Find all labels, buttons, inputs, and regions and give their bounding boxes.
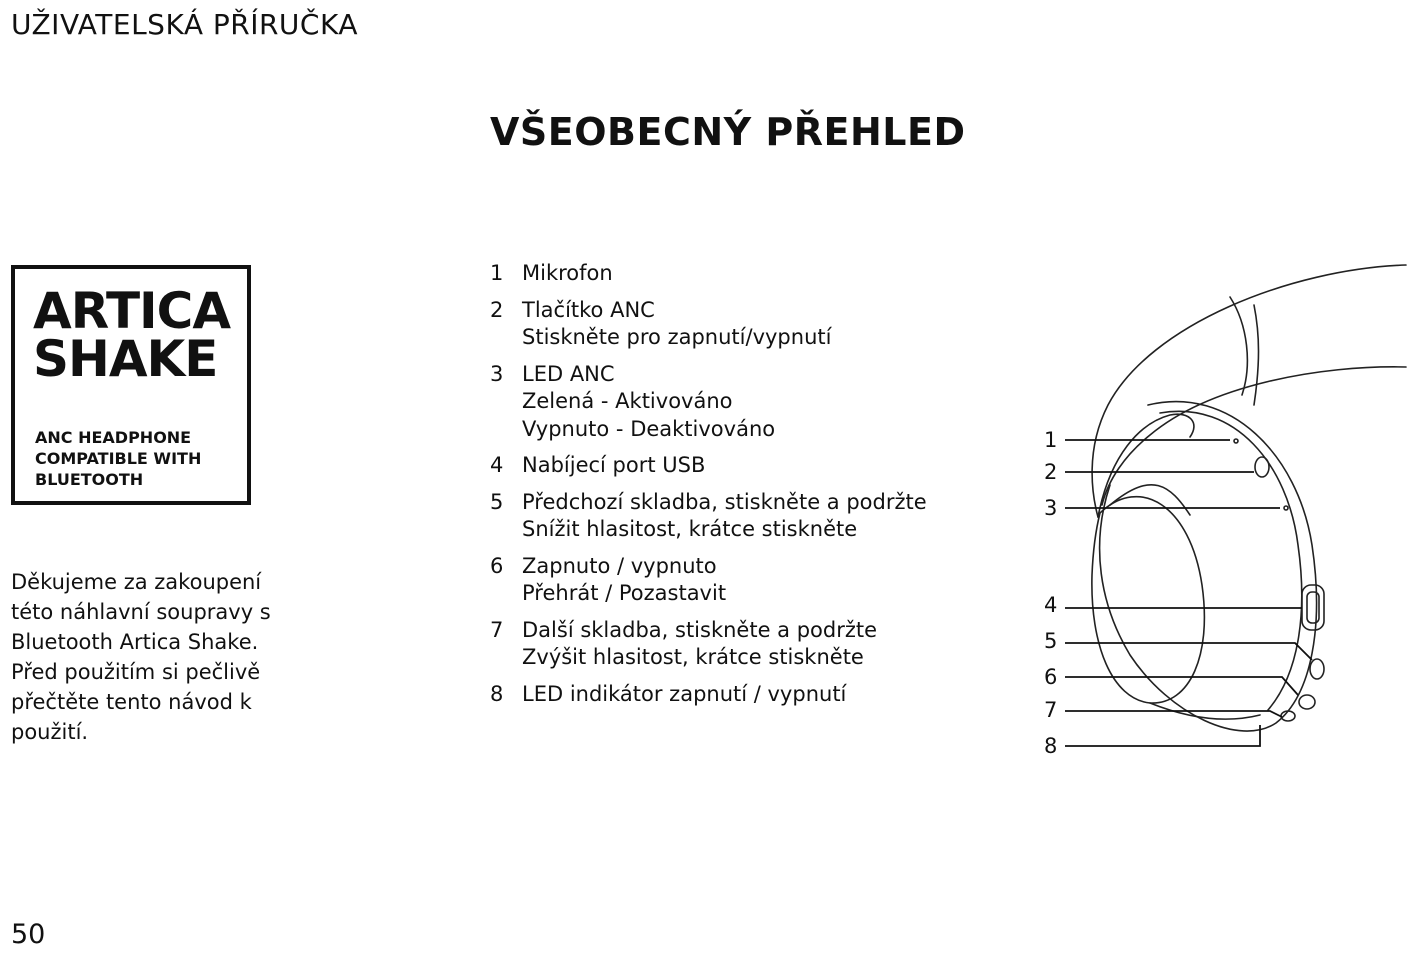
logo-name-line: SHAKE: [33, 330, 218, 388]
legend-text: LED ANC: [522, 361, 615, 386]
legend-item: [490, 681, 1010, 709]
legend-text: Předchozí skladba, stiskněte a podržte: [522, 489, 927, 514]
callout-number: 7: [1044, 698, 1058, 722]
legend-number: 3: [490, 361, 504, 386]
callout-number: 2: [1044, 460, 1058, 484]
callout-number: 4: [1044, 593, 1058, 617]
callout-number: 1: [1044, 428, 1058, 452]
legend-text: Vypnuto - Deaktivováno: [522, 416, 776, 441]
legend-text: Mikrofon: [522, 261, 613, 285]
legend-text: Tlačítko ANC: [522, 297, 655, 322]
legend-text: Zelená - Aktivováno: [522, 389, 733, 413]
legend-item: [490, 617, 1010, 672]
logo-subtitle-line: COMPATIBLE WITH: [35, 449, 202, 468]
callout-numbers: [1044, 428, 1057, 758]
logo-subtitle: [35, 427, 201, 490]
callout-number: 3: [1044, 496, 1058, 520]
headphone-icon: [1092, 265, 1406, 731]
logo-product-name: [33, 282, 231, 388]
legend-number: 4: [490, 453, 504, 477]
legend-text: Snížit hlasitost, krátce stiskněte: [522, 517, 858, 541]
logo-subtitle-line: ANC HEADPHONE: [35, 428, 192, 447]
legend-number: 8: [490, 681, 504, 706]
legend-item: [490, 260, 1010, 288]
legend-text: Zapnuto / vypnuto: [522, 553, 717, 578]
feature-legend: [490, 260, 1010, 717]
intro-paragraph: Děkujeme za zakoupení této náhlavní soupravy s Bluetooth Artica Shake. Před použitím si pečlivě přečtěte tento návod k použití.: [11, 570, 271, 744]
legend-text: Další skladba, stiskněte a podržte: [522, 617, 878, 642]
legend-item: [490, 361, 1010, 444]
legend-text: Nabíjecí port USB: [522, 453, 706, 477]
callout-number: 6: [1044, 665, 1058, 689]
legend-item: [490, 452, 1010, 480]
legend-number: 1: [490, 261, 504, 285]
legend-number: 5: [490, 489, 504, 514]
page-number: 50: [11, 919, 46, 950]
page-title: VŠEOBECNÝ PŘEHLED: [490, 110, 966, 154]
legend-number: 6: [490, 553, 504, 578]
logo-subtitle-line: BLUETOOTH: [35, 470, 144, 489]
header-title: UŽIVATELSKÁ PŘÍRUČKA: [11, 8, 358, 41]
logo-name-line: ARTICA: [33, 282, 231, 340]
legend-number: 7: [490, 617, 504, 642]
legend-text: LED indikátor zapnutí / vypnutí: [522, 681, 847, 706]
legend-text: Přehrát / Pozastavit: [522, 581, 727, 605]
legend-number: 2: [490, 297, 504, 322]
legend-item: [490, 297, 1010, 352]
product-logo: [11, 265, 251, 505]
legend-text: Zvýšit hlasitost, krátce stiskněte: [522, 645, 864, 669]
legend-item: [490, 553, 1010, 608]
legend-text: Stiskněte pro zapnutí/vypnutí: [522, 325, 832, 349]
callout-number: 8: [1044, 734, 1058, 758]
legend-item: [490, 489, 1010, 544]
headphone-diagram: [1030, 255, 1422, 765]
callout-number: 5: [1044, 629, 1058, 653]
